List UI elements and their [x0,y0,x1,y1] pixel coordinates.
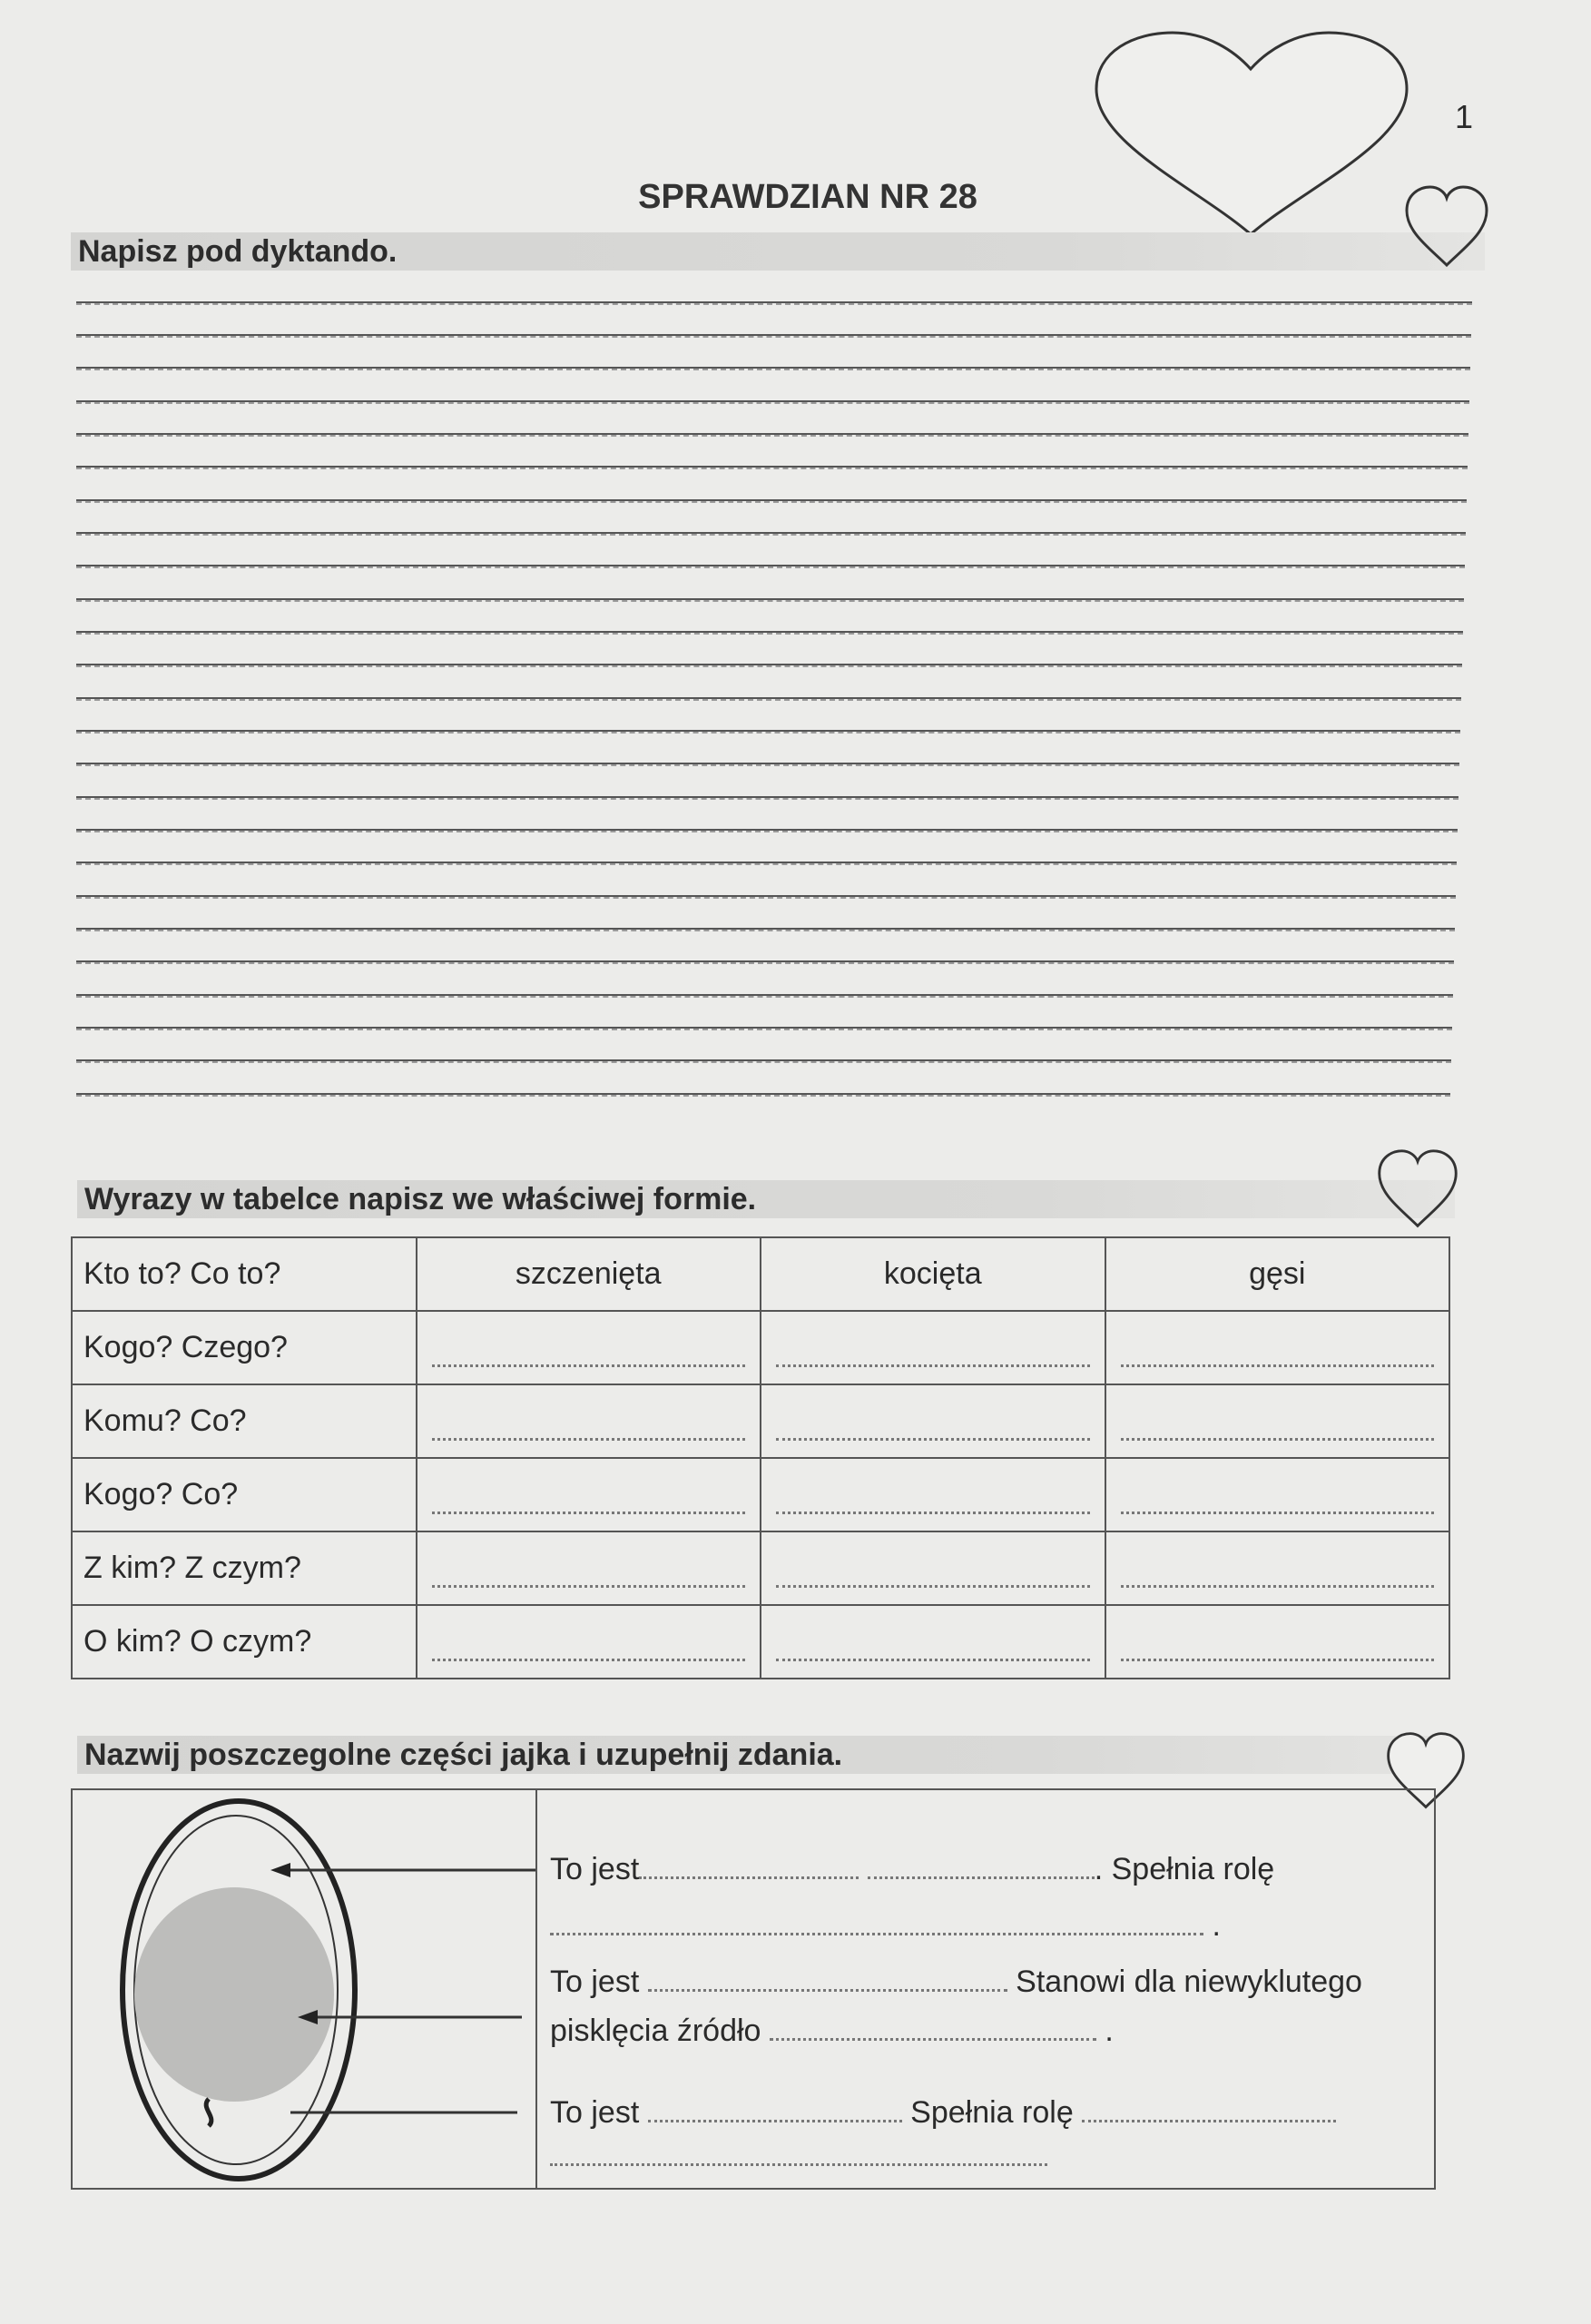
writing-line[interactable] [76,829,1458,832]
column-header: szczenięta [417,1237,761,1311]
header-question: Kto to? Co to? [72,1237,417,1311]
answer-cell[interactable] [1105,1531,1450,1605]
case-question: O kim? O czym? [72,1605,417,1679]
writing-line[interactable] [76,334,1471,338]
answer-blank[interactable] [1082,2112,1336,2122]
answer-cell[interactable] [417,1605,761,1679]
writing-line[interactable] [76,499,1467,503]
box-divider [535,1790,537,2188]
heart-icon [1374,1146,1461,1233]
column-header: kocięta [761,1237,1105,1311]
case-question: Kogo? Czego? [72,1311,417,1384]
writing-line[interactable] [76,994,1453,998]
writing-line[interactable] [76,960,1454,964]
answer-cell[interactable] [761,1458,1105,1531]
answer-cell[interactable] [1105,1458,1450,1531]
table-row [72,1531,1449,1605]
answer-blank[interactable] [770,2031,1096,2041]
sentence-2 [550,1965,1362,2000]
answer-cell[interactable] [761,1311,1105,1384]
writing-line[interactable] [76,598,1464,602]
writing-line[interactable] [76,763,1459,766]
answer-cell[interactable] [761,1531,1105,1605]
sentence-2-start: To jest [550,1965,640,1999]
sentence-1-start: To jest [550,1852,640,1886]
sentence-1-cont: . [550,1908,1221,1944]
page-number: 1 [1455,98,1474,135]
case-question: Komu? Co? [72,1384,417,1458]
table-row [72,1605,1449,1679]
writing-line[interactable] [76,1059,1451,1063]
writing-line[interactable] [76,565,1465,568]
answer-cell[interactable] [761,1605,1105,1679]
sentence-1: To jest . Spełnia rolę [550,1852,1275,1886]
answer-cell[interactable] [417,1458,761,1531]
table-row [72,1458,1449,1531]
writing-line[interactable] [76,466,1468,469]
worksheet-title: SPRAWDZIAN NR 28 [638,178,977,216]
heart-icon [1401,182,1492,272]
egg-task-heading: Nazwij poszczegolne części jajka i uzupełnij zdania. [77,1736,1455,1774]
writing-line[interactable] [76,697,1461,701]
case-question: Z kim? Z czym? [72,1531,417,1605]
writing-line[interactable] [76,796,1458,800]
answer-blank[interactable] [639,1869,859,1879]
writing-line[interactable] [76,400,1469,404]
writing-line[interactable] [76,928,1455,931]
large-heart-icon [1089,25,1416,252]
answer-cell[interactable] [417,1384,761,1458]
writing-line[interactable] [76,895,1456,899]
egg-diagram [73,1790,535,2188]
answer-cell[interactable] [417,1311,761,1384]
egg-diagram-box [71,1788,1436,2190]
column-header: gęsi [1105,1237,1450,1311]
writing-line[interactable] [76,301,1472,305]
answer-blank[interactable] [550,1925,1203,1935]
writing-line[interactable] [76,433,1468,437]
arrow-head [270,1863,290,1877]
answer-cell[interactable] [761,1384,1105,1458]
sentence-3-start: To jest [550,2095,640,2130]
writing-line[interactable] [76,664,1462,667]
writing-line[interactable] [76,730,1460,734]
writing-line[interactable] [76,862,1457,865]
answer-blank[interactable] [648,2112,902,2122]
answer-blank[interactable] [868,1869,1095,1879]
answer-blank[interactable] [550,2156,1047,2166]
egg-yolk [134,1887,334,2102]
case-question: Kogo? Co? [72,1458,417,1531]
answer-blank[interactable] [648,1982,1007,1992]
sentence-3-cont [550,2139,1047,2174]
writing-line[interactable] [76,532,1466,536]
answer-cell[interactable] [1105,1605,1450,1679]
sentence-3-mid: Spełnia rolę [910,2095,1074,2130]
answer-cell[interactable] [1105,1311,1450,1384]
dictation-heading: Napisz pod dyktando. [71,232,1485,271]
sentence-1-mid: Spełnia rolę [1111,1852,1275,1886]
answer-cell[interactable] [1105,1384,1450,1458]
sentence-2-mid: Stanowi dla niewyklutego [1016,1965,1362,1999]
writing-line[interactable] [76,631,1463,635]
declension-table [71,1236,1450,1679]
egg-chalaza [206,2099,211,2126]
table-row [72,1311,1449,1384]
sentence-2-cont-text: pisklęcia źródło [550,2014,761,2048]
writing-line[interactable] [76,1027,1452,1030]
sentence-3 [550,2095,1336,2131]
answer-cell[interactable] [417,1531,761,1605]
writing-line[interactable] [76,367,1470,370]
writing-line[interactable] [76,1093,1450,1097]
table-row [72,1384,1449,1458]
table-header-row [72,1237,1449,1311]
sentence-2-cont: pisklęcia źródło . [550,2014,1114,2048]
table-task-heading: Wyrazy w tabelce napisz we właściwej formie. [77,1180,1455,1218]
